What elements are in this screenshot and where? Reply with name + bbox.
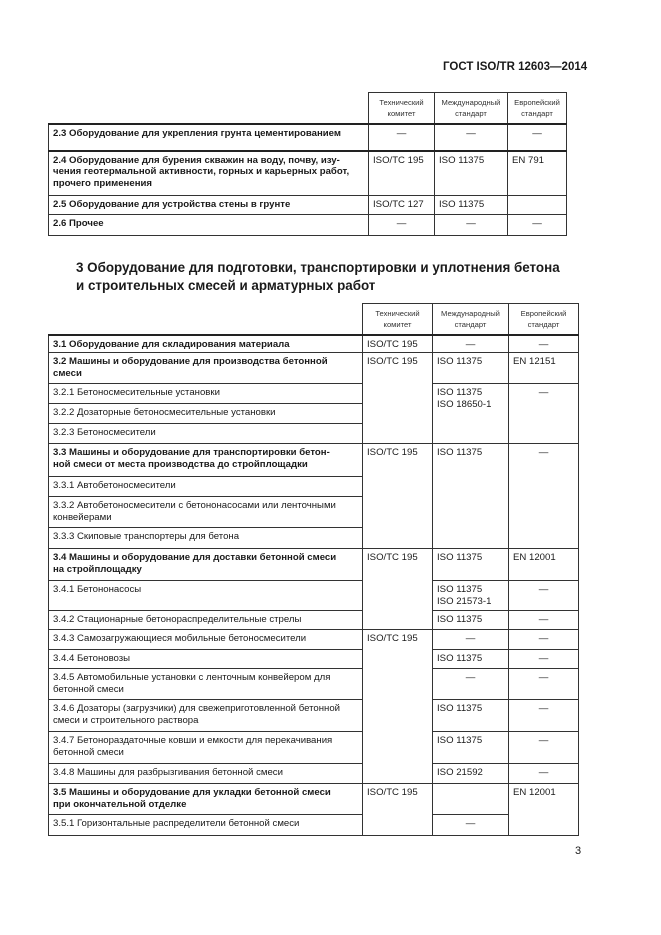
table-row-3-3-1-label: 3.3.1 Автобетоносмесители xyxy=(49,477,363,497)
table-row-2-4-tc: ISO/TC 195 xyxy=(369,151,435,196)
table-row-3-4-8-en: — xyxy=(509,764,579,784)
table-row-3-1-iso: — xyxy=(433,335,509,353)
table-row-3-4-5-label: 3.4.5 Автомобильные установки с ленточным конвейером для бетонной смеси xyxy=(49,669,363,700)
table-row-3-2-1-en: — xyxy=(509,384,579,444)
table-row-2-5-iso: ISO 11375 xyxy=(435,196,508,215)
table-row-3-4-1-label: 3.4.1 Бетононасосы xyxy=(49,581,363,611)
table-row-3-4-7-iso: ISO 11375 xyxy=(433,732,509,764)
table-header-blank xyxy=(49,304,363,335)
table-row-2-3-tc: — xyxy=(369,124,435,151)
table-row-3-1-label: 3.1 Оборудование для складирования материала xyxy=(49,335,363,353)
table-row-3-4-1-iso: ISO 11375 ISO 21573-1 xyxy=(433,581,509,611)
table-row-3-2-iso: ISO 11375 xyxy=(433,353,509,384)
table-row-3-3-2-label: 3.3.2 Автобетоносмесители с бетононасосами или ленточными конвейерами xyxy=(49,497,363,528)
header-international-standard: Международный стандарт xyxy=(433,304,509,335)
table-row-3-1-en: — xyxy=(509,335,579,353)
table-row-3-5-tc: ISO/TC 195 xyxy=(363,784,433,836)
table-row-3-4-4-iso: ISO 11375 xyxy=(433,650,509,669)
table-row-3-2-label: 3.2 Машины и оборудование для производства бетонной смеси xyxy=(49,353,363,384)
table-row-3-3-tc: ISO/TC 195 xyxy=(363,444,433,549)
table-header-blank xyxy=(49,93,369,124)
header-european-standard: Европейский стандарт xyxy=(508,93,567,124)
table-row-3-2-1-label: 3.2.1 Бетоносмесительные установки xyxy=(49,384,363,404)
table-row-3-3-3-label: 3.3.3 Скиповые транспортеры для бетона xyxy=(49,528,363,549)
header-technical-committee: Технический комитет xyxy=(369,93,435,124)
table-section-2 xyxy=(48,92,567,236)
table-row-3-5-label: 3.5 Машины и оборудование для укладки бетонной смеси при окончательной отделке xyxy=(49,784,363,815)
table-row-3-2-2-label: 3.2.2 Дозаторные бетоносмесительные установки xyxy=(49,404,363,424)
table-row-3-4-en: EN 12001 xyxy=(509,549,579,581)
header-technical-committee: Технический комитет xyxy=(363,304,433,335)
table-row-3-4-2-label: 3.4.2 Стационарные бетонораспределительные стрелы xyxy=(49,611,363,630)
header-international-standard: Международный стандарт xyxy=(435,93,508,124)
header-european-standard: Европейский стандарт xyxy=(509,304,579,335)
table-row-3-4-6-iso: ISO 11375 xyxy=(433,700,509,732)
table-row-3-2-1-iso: ISO 11375 ISO 18650-1 xyxy=(433,384,509,444)
table-row-2-4-label: 2.4 Оборудование для бурения скважин на воду, почву, изу- чения геотермальной активности, горных и карьерных работ, прочего применения xyxy=(49,151,369,196)
table-row-2-3-en: — xyxy=(508,124,567,151)
table-row-3-5-1-label: 3.5.1 Горизонтальные распределители бетонной смеси xyxy=(49,815,363,836)
table-row-3-4-8-label: 3.4.8 Машины для разбрызгивания бетонной смеси xyxy=(49,764,363,784)
table-row-3-1-tc: ISO/TC 195 xyxy=(363,335,433,353)
section-3-title: 3 Оборудование для подготовки, транспортировки и уплотнения бетона и строительных смесей и арматурных работ xyxy=(76,260,560,293)
table-row-2-4-iso: ISO 11375 xyxy=(435,151,508,196)
table-row-3-2-3-label: 3.2.3 Бетоносмесители xyxy=(49,424,363,444)
table-row-2-3-iso: — xyxy=(435,124,508,151)
table-row-3-5-en: EN 12001 xyxy=(509,784,579,836)
table-row-3-3-en: — xyxy=(509,444,579,549)
document-id: ГОСТ ISO/TR 12603—2014 xyxy=(443,61,588,73)
table-row-3-4-2-en: — xyxy=(509,611,579,630)
table-row-3-4-tc: ISO/TC 195 xyxy=(363,549,433,630)
table-row-2-3-label: 2.3 Оборудование для укрепления грунта цементированием xyxy=(49,124,369,151)
table-row-2-5-label: 2.5 Оборудование для устройства стены в грунте xyxy=(49,196,369,215)
table-row-3-4-7-en: — xyxy=(509,732,579,764)
table-row-3-4-7-label: 3.4.7 Бетонораздаточные ковши и емкости для перекачивания бетонной смеси xyxy=(49,732,363,764)
table-row-2-6-en: — xyxy=(508,215,567,236)
table-row-3-4-3-en: — xyxy=(509,630,579,650)
table-row-3-3-label: 3.3 Машины и оборудование для транспортировки бетон- ной смеси от места производства до стройплощадки xyxy=(49,444,363,477)
table-row-3-5-1-iso: — xyxy=(433,815,509,836)
table-row-3-4-3-label: 3.4.3 Самозагружающиеся мобильные бетоносмесители xyxy=(49,630,363,650)
table-row-2-5-tc: ISO/TC 127 xyxy=(369,196,435,215)
table-row-2-6-iso: — xyxy=(435,215,508,236)
table-row-3-4-6-label: 3.4.6 Дозаторы (загрузчики) для свежеприготовленной бетонной смеси и строительного раствора xyxy=(49,700,363,732)
table-row-3-4-4-en: — xyxy=(509,650,579,669)
table-row-2-4-en: EN 791 xyxy=(508,151,567,196)
table-row-3-5-iso xyxy=(433,784,509,815)
table-row-3-4-iso: ISO 11375 xyxy=(433,549,509,581)
table-section-3 xyxy=(48,303,579,836)
table-row-2-5-en xyxy=(508,196,567,215)
page-number: 3 xyxy=(575,845,582,857)
table-row-3-4-1-en: — xyxy=(509,581,579,611)
table-row-3-4-5-iso: — xyxy=(433,669,509,700)
table-row-3-2-en: EN 12151 xyxy=(509,353,579,384)
table-row-3-2-tc: ISO/TC 195 xyxy=(363,353,433,444)
table-row-3-4-2-iso: ISO 11375 xyxy=(433,611,509,630)
table-row-3-4-4-label: 3.4.4 Бетоновозы xyxy=(49,650,363,669)
table-row-3-4-6-en: — xyxy=(509,700,579,732)
table-row-2-6-tc: — xyxy=(369,215,435,236)
table-row-3-4-5-en: — xyxy=(509,669,579,700)
table-row-3-4-3-iso: — xyxy=(433,630,509,650)
table-row-2-6-label: 2.6 Прочее xyxy=(49,215,369,236)
table-row-3-4-3-tc: ISO/TC 195 xyxy=(363,630,433,784)
table-row-3-3-iso: ISO 11375 xyxy=(433,444,509,549)
table-row-3-4-label: 3.4 Машины и оборудование для доставки бетонной смеси на стройплощадку xyxy=(49,549,363,581)
table-row-3-4-8-iso: ISO 21592 xyxy=(433,764,509,784)
